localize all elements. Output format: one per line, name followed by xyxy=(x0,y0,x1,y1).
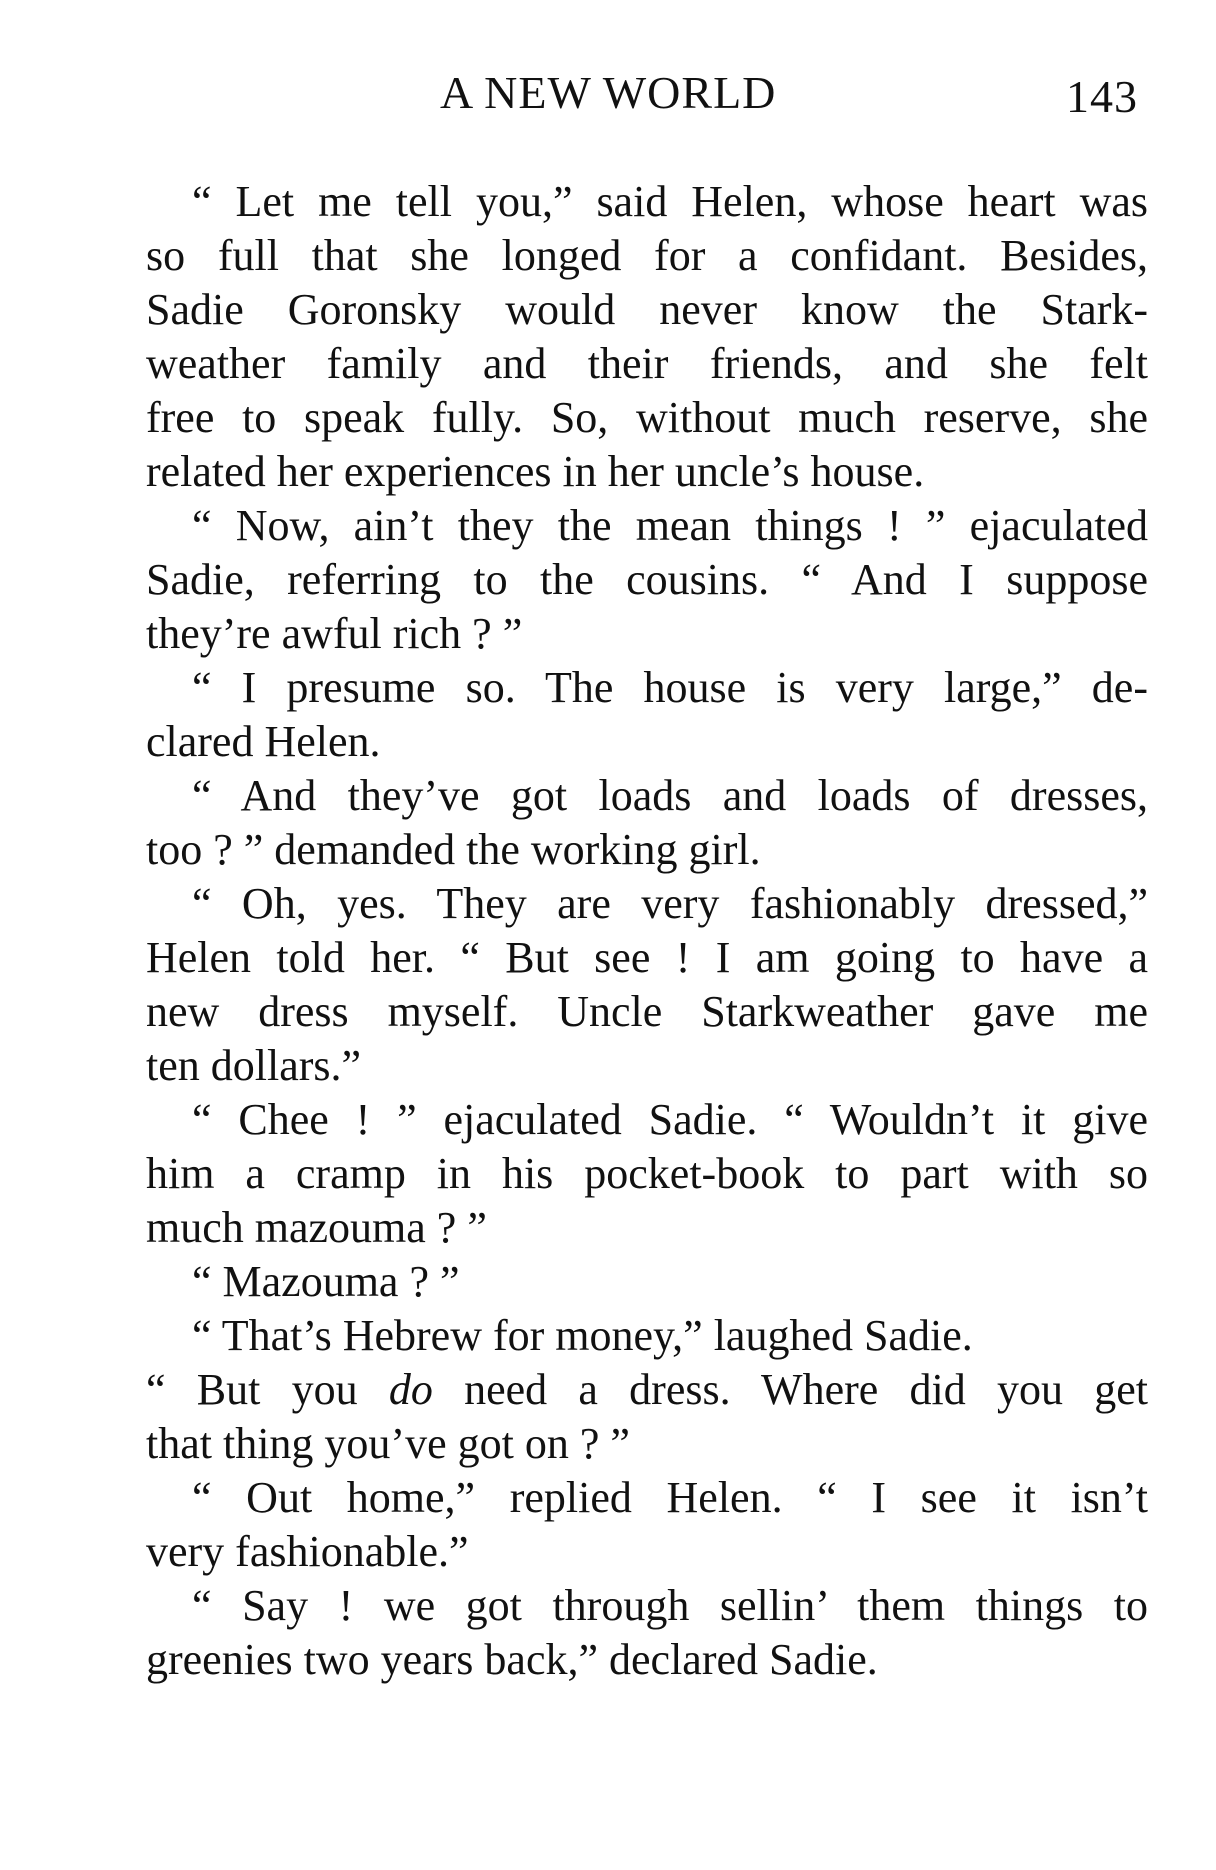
text-line: they’re awful rich ? ” xyxy=(146,609,523,658)
body-text xyxy=(146,175,1148,1687)
text-line: “ Chee ! ” ejaculated Sadie. “ Wouldn’t it give xyxy=(192,1095,1148,1144)
text-line: “ Mazouma ? ” xyxy=(192,1257,460,1306)
text-line: “ Let me tell you,” said Helen, whose heart was xyxy=(192,177,1148,226)
text-line: too ? ” demanded the working girl. xyxy=(146,825,761,874)
text-segment: need a dress. Where did you get xyxy=(432,1365,1148,1414)
text-line: “ I presume so. The house is very large,” de- xyxy=(192,663,1148,712)
text-line: “ Now, ain’t they the mean things ! ” ejaculated xyxy=(192,501,1148,550)
text-line: clared Helen. xyxy=(146,717,381,766)
text-line: “ Say ! we got through sellin’ them things to xyxy=(192,1581,1148,1630)
text-line: related her experiences in her uncle’s house. xyxy=(146,447,925,496)
text-line: him a cramp in his pocket-book to part with so xyxy=(146,1149,1148,1198)
text-segment: “ But you xyxy=(146,1365,389,1414)
text-line: “ And they’ve got loads and loads of dresses, xyxy=(192,771,1148,820)
text-line xyxy=(146,1363,1148,1417)
text-line: weather family and their friends, and she felt xyxy=(146,339,1148,388)
text-line: Helen told her. “ But see ! I am going to have a xyxy=(146,933,1148,982)
text-line: Sadie Goronsky would never know the Stark- xyxy=(146,285,1148,334)
text-line: “ Oh, yes. They are very fashionably dressed,” xyxy=(192,879,1148,928)
text-line: “ That’s Hebrew for money,” laughed Sadie. xyxy=(192,1311,973,1360)
running-title: A NEW WORLD xyxy=(440,67,777,118)
text-line: free to speak fully. So, without much reserve, she xyxy=(146,393,1148,442)
italic-emphasis: do xyxy=(388,1365,433,1414)
text-line: greenies two years back,” declared Sadie. xyxy=(146,1635,878,1684)
text-line: so full that she longed for a confidant. Besides, xyxy=(146,231,1148,280)
text-line: Sadie, referring to the cousins. “ And I suppose xyxy=(146,555,1148,604)
text-line: “ Out home,” replied Helen. “ I see it isn’t xyxy=(192,1473,1148,1522)
text-line: new dress myself. Uncle Starkweather gave me xyxy=(146,987,1148,1036)
text-line: ten dollars.” xyxy=(146,1041,362,1090)
text-line: much mazouma ? ” xyxy=(146,1203,487,1252)
text-line: that thing you’ve got on ? ” xyxy=(146,1419,630,1468)
page-number: 143 xyxy=(1066,71,1138,122)
running-head xyxy=(148,66,1148,126)
text-line: very fashionable.” xyxy=(146,1527,469,1576)
